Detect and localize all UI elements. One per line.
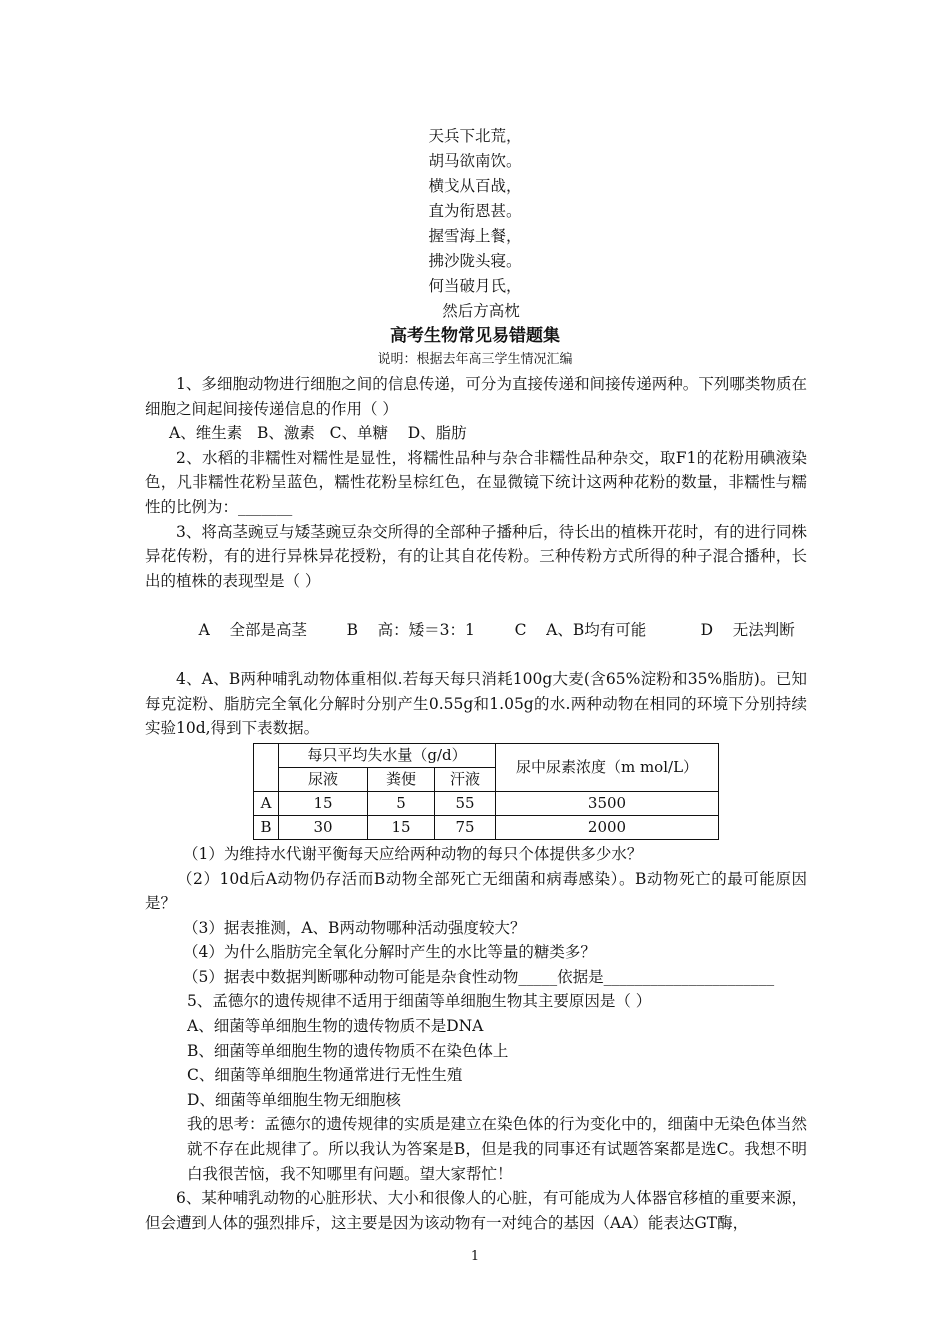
question-2: 2、水稻的非糯性对糯性是显性，将糯性品种与杂合非糯性品种杂交，取F1的花粉用碘液染色，凡非糯性花粉呈蓝色，糯性花粉呈棕红色，在显微镜下统计这两种花粉的数量，非糯性与糯性的比例为：_______ — [145, 448, 807, 516]
poem-line: 横戈从百战， — [428, 177, 522, 195]
question-4-sub-3: （3）据表推测，A、B两动物哪种活动强度较大？ — [183, 918, 526, 937]
table-cell: 55 — [435, 791, 496, 815]
question-6: 6、某种哺乳动物的心脏形状、大小和很像人的心脏，有可能成为人体器官移植的重要来源，但会遭到人体的强烈排斥，这主要是因为该动物有一对纯合的基因（AA）能表达GT酶， — [145, 1189, 807, 1232]
question-3: 3、将高茎豌豆与矮茎豌豆杂交所得的全部种子播种后，待长出的植株开花时，有的进行同株异花传粉，有的进行异株异花授粉，有的让其自花传粉。三种传粉方式所得的种子混合播种，长出的植株的表现型是（ ） — [145, 522, 807, 590]
table-cell: 15 — [368, 815, 435, 839]
question-4-sub-5: （5）据表中数据判断哪种动物可能是杂食性动物_____依据是______________________ — [183, 967, 775, 986]
table-subheader: 尿液 — [279, 767, 368, 791]
question-5-thought: 我的思考：孟德尔的遗传规律的实质是建立在染色体的行为变化中的，细菌中无染色体当然就不存在此规律了。所以我认为答案是B，但是我的同事还有试题答案都是选C。我想不明白我很苦恼，我不知哪里有问题。望大家帮忙！ — [187, 1115, 808, 1183]
table-row-label: B — [254, 815, 279, 839]
table-cell: 30 — [279, 815, 368, 839]
option-c: C A、B均有可能 — [514, 620, 647, 639]
table-subheader: 汗液 — [435, 767, 496, 791]
poem-line: 拂沙陇头寝。 — [428, 252, 522, 270]
question-1: 1、多细胞动物进行细胞之间的信息传递，可分为直接传递和间接传递两种。下列哪类物质在细胞之间起间接传递信息的作用（ ） — [145, 375, 807, 418]
question-5: 5、孟德尔的遗传规律不适用于细菌等单细胞生物其主要原因是（ ） — [187, 992, 652, 1011]
table-row — [254, 791, 719, 815]
poem-line: 天兵下北荒， — [428, 127, 522, 145]
table-corner — [254, 743, 279, 791]
poem-line: 握雪海上餐， — [428, 227, 522, 245]
table-subheader: 粪便 — [368, 767, 435, 791]
option-b: B 高：矮＝3：1 — [346, 620, 475, 639]
data-table — [253, 743, 719, 840]
poem-line: 直为衔恩甚。 — [428, 202, 522, 220]
table-header-group: 每只平均失水量（g/d） — [279, 743, 496, 767]
page-number: 1 — [470, 1249, 480, 1264]
poem-line: 胡马欲南饮。 — [428, 152, 522, 170]
question-5-option-a: A、细菌等单细胞生物的遗传物质不是DNA — [187, 1017, 484, 1036]
table-cell: 3500 — [496, 791, 719, 815]
question-4-sub-4: （4）为什么脂肪完全氧化分解时产生的水比等量的糖类多？ — [183, 943, 596, 962]
question-4-sub-2: （2）10d后A动物仍存活而B动物全部死亡无细菌和病毒感染）。B动物死亡的最可能原因是？ — [145, 869, 807, 913]
document-title: 高考生物常见易错题集 — [390, 326, 560, 346]
question-3-options — [145, 593, 807, 667]
question-5-option-d: D、细菌等单细胞生物无细胞核 — [187, 1090, 401, 1109]
document-note: 说明：根据去年高三学生情况汇编 — [377, 352, 573, 367]
question-1-options: A、维生素 B、激素 C、单糖 D、脂肪 — [169, 424, 467, 443]
table-cell: 75 — [435, 815, 496, 839]
question-4: 4、A、B两种哺乳动物体重相似.若每天每只消耗100g大麦(含65%淀粉和35%脂肪)。已知每克淀粉、脂肪完全氧化分解时分别产生0.55g和1.05g的水.两种动物在相同的环境下分别持续实验10d,得到下表数据。 — [145, 670, 807, 738]
question-4-sub-1: （1）为维持水代谢平衡每天应给两种动物的每只个体提供多少水？ — [183, 844, 643, 863]
poem — [0, 124, 950, 324]
poem-line: 然后方高枕 — [442, 302, 520, 320]
document-body — [145, 372, 807, 1235]
poem-line: 何当破月氏， — [428, 277, 522, 295]
table-row — [254, 815, 719, 839]
table-header-urea: 尿中尿素浓度（m mol/L） — [496, 743, 719, 791]
option-d: D 无法判断 — [700, 620, 795, 639]
question-5-option-c: C、细菌等单细胞生物通常进行无性生殖 — [187, 1066, 463, 1085]
question-5-option-b: B、细菌等单细胞生物的遗传物质不在染色体上 — [187, 1041, 509, 1060]
table-cell: 2000 — [496, 815, 719, 839]
option-a: A 全部是高茎 — [198, 620, 307, 639]
data-table-wrap — [145, 743, 807, 840]
table-cell: 5 — [368, 791, 435, 815]
table-row-label: A — [254, 791, 279, 815]
table-cell: 15 — [279, 791, 368, 815]
